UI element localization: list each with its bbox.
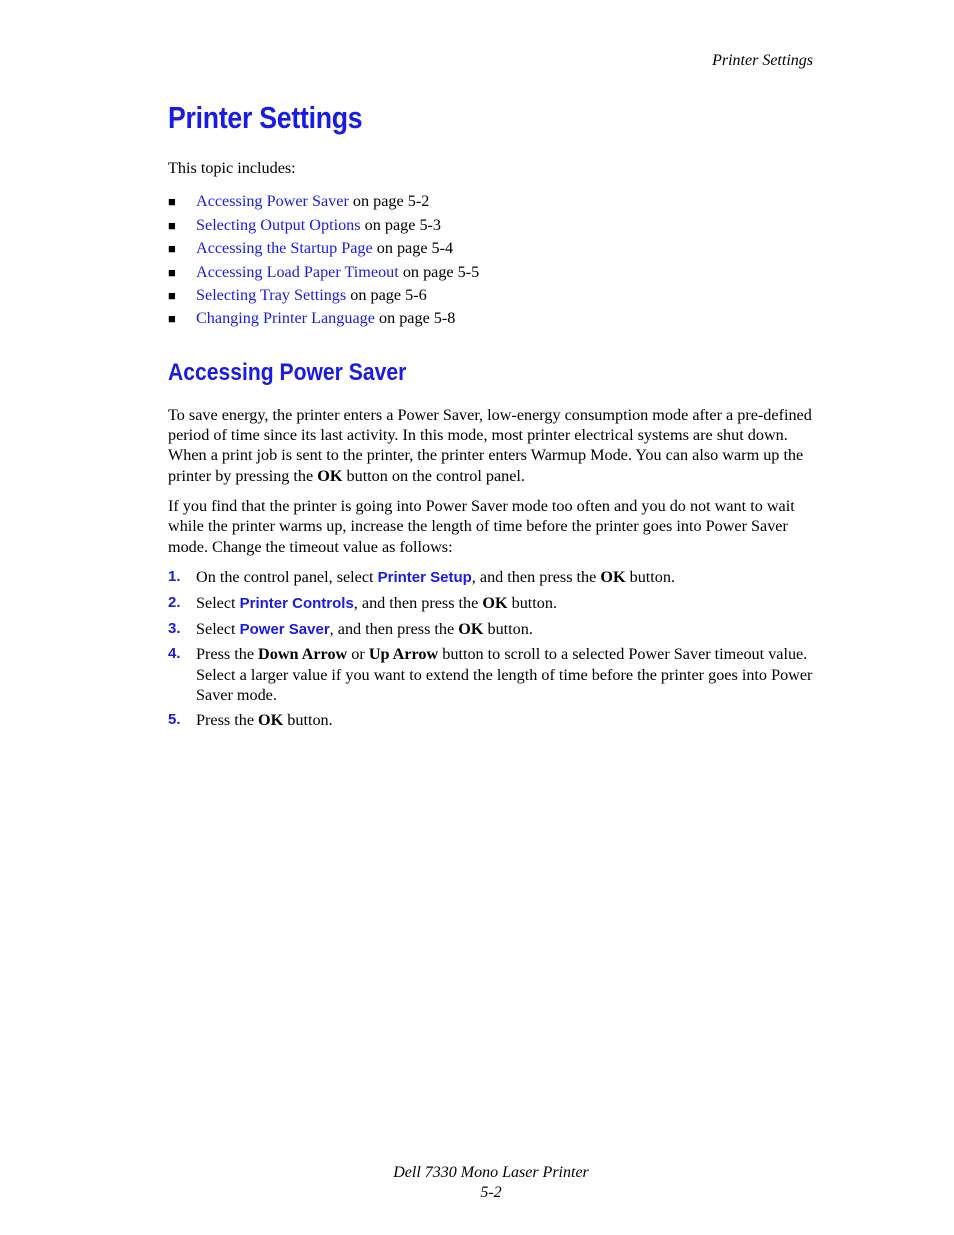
toc-link-output-options[interactable]: Selecting Output Options (196, 215, 361, 234)
square-bullet-icon: ■ (168, 241, 176, 257)
step-item: 5. Press the OK button. (168, 710, 333, 729)
running-header: Printer Settings (712, 52, 813, 69)
topic-list (168, 190, 813, 330)
toc-link-power-saver[interactable]: Accessing Power Saver (196, 192, 349, 211)
menu-name: Power Saver (239, 620, 330, 638)
menu-name: Printer Controls (239, 594, 354, 612)
footer-product: Dell 7330 Mono Laser Printer (393, 1164, 589, 1181)
step-number: 3. (168, 619, 181, 637)
page-footer (0, 1163, 954, 1203)
steps-list (168, 567, 813, 730)
toc-link-printer-language[interactable]: Changing Printer Language (196, 309, 375, 328)
list-item (168, 284, 813, 307)
square-bullet-icon: ■ (168, 194, 176, 210)
menu-name: Printer Setup (377, 568, 472, 586)
body-paragraph: To save energy, the printer enters a Power Saver, low-energy consumption mode after a pre-defined period of time since its last activity. In this mode, most printer electrical systems are shut down. When a print job is sent to the printer, the printer enters Warmup Mode. You can also warm up the printer by pressing the OK button on the control panel. (168, 405, 812, 485)
step-item: 2. Select Printer Controls, and then press the OK button. (168, 593, 558, 612)
step-number: 1. (168, 567, 181, 585)
list-item (168, 214, 813, 237)
step-item: 1. On the control panel, select Printer Setup, and then press the OK button. (168, 567, 676, 586)
square-bullet-icon: ■ (168, 311, 176, 327)
toc-page-ref: on page 5-5 (398, 262, 480, 281)
intro-text: This topic includes: (168, 159, 296, 177)
step-number: 5. (168, 710, 181, 728)
toc-page-ref: on page 5-8 (374, 309, 456, 328)
section-title: Accessing Power Saver (168, 358, 407, 386)
footer-page-number: 5-2 (480, 1184, 502, 1201)
step-item: 4. Press the Down Arrow or Up Arrow button to scroll to a selected Power Saver timeout value. Select a larger value if you want to extend the length of time before the printer goes into Power Saver mode. (168, 645, 813, 705)
list-item (168, 261, 813, 284)
toc-page-ref: on page 5-2 (348, 192, 430, 211)
page-title: Printer Settings (168, 100, 363, 135)
ok-label: OK (317, 466, 343, 485)
toc-link-load-paper-timeout[interactable]: Accessing Load Paper Timeout (196, 262, 399, 281)
toc-page-ref: on page 5-3 (360, 215, 442, 234)
toc-link-tray-settings[interactable]: Selecting Tray Settings (196, 285, 347, 304)
list-item (168, 237, 813, 260)
square-bullet-icon: ■ (168, 217, 176, 233)
body-paragraph: If you find that the printer is going into Power Saver mode too often and you do not want to wait while the printer warms up, increase the length of time before the printer goes into Power Saver mode. Change the timeout value as follows: (168, 496, 795, 556)
step-number: 4. (168, 645, 181, 663)
toc-page-ref: on page 5-4 (372, 239, 454, 258)
list-item (168, 307, 813, 330)
page-content (168, 100, 813, 735)
step-number: 2. (168, 593, 181, 611)
list-item (168, 190, 813, 213)
square-bullet-icon: ■ (168, 264, 176, 280)
step-item: 3. Select Power Saver, and then press the OK button. (168, 619, 533, 638)
toc-link-startup-page[interactable]: Accessing the Startup Page (196, 239, 373, 258)
square-bullet-icon: ■ (168, 287, 176, 303)
toc-page-ref: on page 5-6 (346, 285, 427, 304)
